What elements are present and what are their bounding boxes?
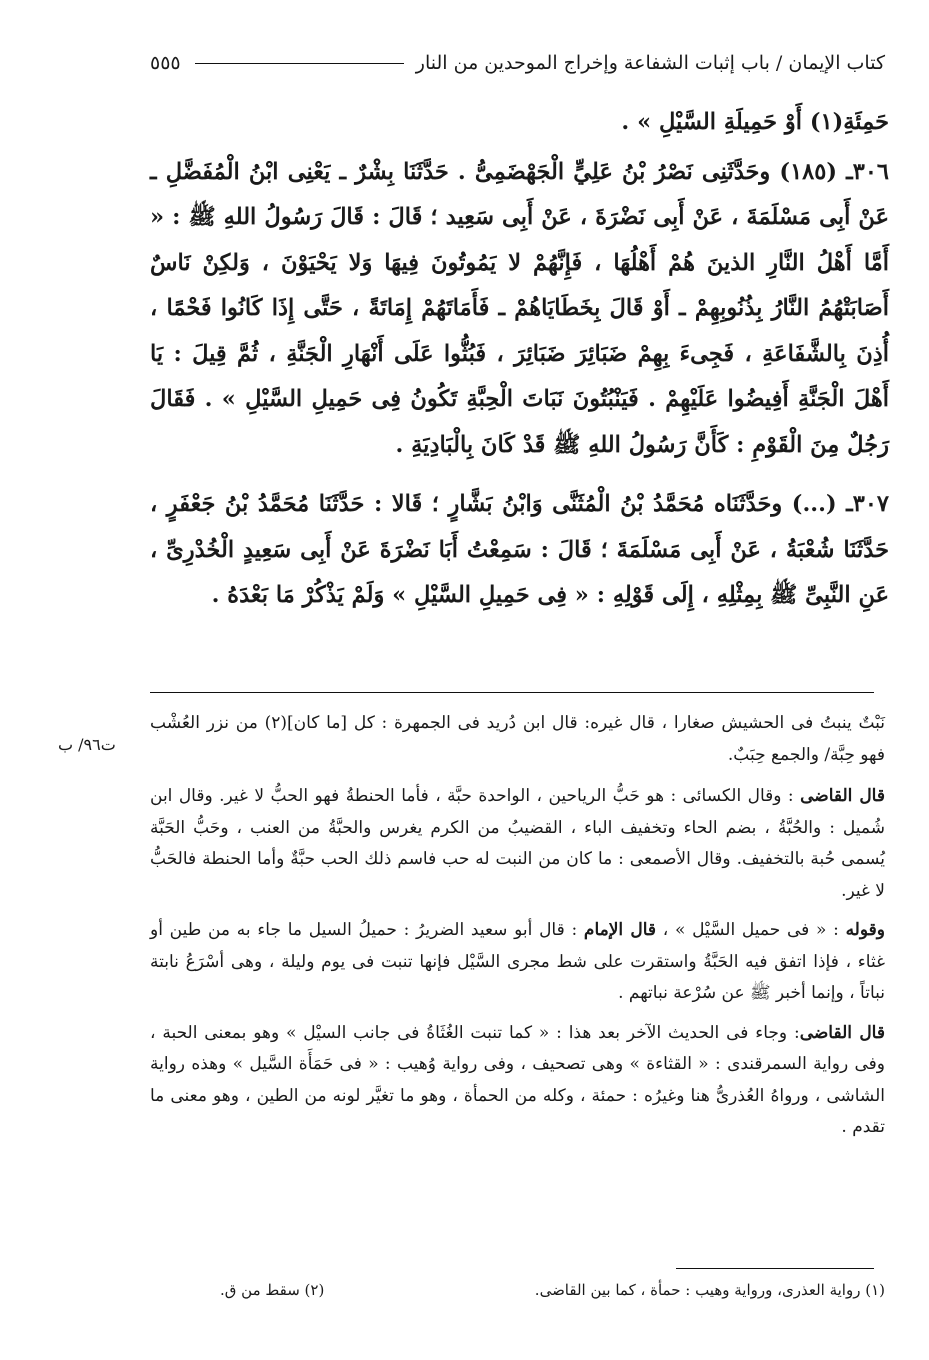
speaker-label: قال القاضى — [799, 1022, 885, 1043]
speaker-label: قال القاضى — [800, 786, 885, 806]
continuation-line: حَمِئَةِ(١) أَوْ حَمِيلَةِ السَّيْلِ » . — [621, 109, 889, 135]
header-rule — [195, 63, 404, 64]
manuscript-margin-note: ت٩٦/ ب — [58, 735, 116, 754]
hadith-306: ٣٠٦ـ (١٨٥) وحَدَّثَنِى نَصْرُ بْنُ عَلِيٍّ الْجَهْضَمِىُّ . حَدَّثَنَا بِشْرٌ ـ يَعْنِى ابْنُ الْمُفَضَّلِ ـ عَنْ أَبِى مَسْلَمَةَ ، عَنْ أَبِى نَضْرَةَ ، عَنْ أَبِى سَعِيد ؛ قَالَ : قَالَ رَسُولُ اللهِ ﷺ : « أَمَّا أَهْلُ النَّارِ الذينَ هُمْ أَهْلُهَا ، فَإِنَّهُمْ لا يَمُوتُونَ فِيهَا وَلا يَحْيَوْنَ ، وَلكِنْ نَاسٌ أَصَابَتْهُمُ النَّارُ بِذُنُوبِهِمْ ـ أَوْ قَالَ بِخَطَايَاهُمْ ـ فَأَمَاتَهُمْ إِمَاتَةً ، حَتَّى إِذَا كَانُوا فَحْمًا ، أُذِنَ بِالشَّفَاعَةِ ، فَجِىءَ بِهِمْ ضَبَائِرَ ضَبَائِرَ ، فَبُثُّوا عَلَى أَنْهَارِ الْجَنَّةِ ، ثُمَّ قِيلَ : يَا أَهْلَ الْجَنَّةِ أَفِيضُوا عَلَيْهِمْ . فَيَنْبُتُونَ نَبَاتَ الْحِبَّةِ تَكُونُ فِى حَمِيلِ السَّيْلِ » . فَقَالَ رَجُلٌ مِنَ الْقَوْمِ : كَأَنَّ رَسُولُ اللهِ ﷺ قَدْ كَانَ بِالْبَادِيَةِ . — [150, 158, 890, 458]
commentary-text: : وقال الكسائى : هو حَبُّ الرياحين ، الواحدة حبَّة ، فأما الحنطةُ فهو الحبُّ لا غير. وقال ابن شُميل : والحُبَّةُ ، بضم الحاء وتخفيف الباء ، القضيبُ من الكرم يغرس والحبَّةُ من العنب ، وحَبُّ الحَبَّة يُسمى حُبة بالتخفيف. وقال الأصمعى : ما كان من النبت له حب فاسم ذلك الحب حبَّةٌ وأما الحنطة فالحَبُّ لا غير. — [150, 786, 885, 901]
page-number: ٥٥٥ — [150, 52, 181, 74]
footnote-1: (١) رواية العذرى، ورواية وهيب : حمأة ، كما بين القاضى. — [534, 1281, 885, 1299]
commentary-paragraph: نَبْتٌ ينبتُ فى الحشيش صغارا ، قال غيره: قال ابن دُريد فى الجمهرة : كل [ما كان](٢) من نزر العُشْب فهو حِبَّة/ والجمع حِبَبٌ. — [150, 713, 885, 765]
footnote-2: (٢) سقط من ق. — [220, 1281, 325, 1299]
commentary-separator — [150, 692, 874, 693]
commentary-text: : وجاء فى الحديث الآخر بعد هذا : « كما تنبت الغُثَاةُ فى جانب السيْل » وهو بمعنى الحبة ، وفى رواية السمرقندى : « القثاءة » وهى تصحيف ، وفى رواية وُهيب : « فى حَمَأَة السَّيل » وهذه رواية الشاشى ، ورواهُ العُذرىُّ هنا وغيرُه : حمئة ، وكله من الحمأة ، وهو ما تغيَّر لونه من الطين ، وهو معنى ما تقدم . — [150, 1022, 885, 1137]
hadith-307: ٣٠٧ـ (...) وحَدَّثَنَاه مُحَمَّدُ بْنُ الْمُثَنَّى وَابْنُ بَشَّارٍ ؛ قَالا : حَدَّثَنَا مُحَمَّدُ بْنُ جَعْفَرٍ ، حَدَّثَنَا شُعْبَةُ ، عَنْ أَبِى مَسْلَمَةَ ؛ قَالَ : سَمِعْتُ أَبَا نَضْرَةَ عَنْ أَبِى سَعِيدٍ الْخُدْرِىِّ ، عَنِ النَّبِىِّ ﷺ بِمِثْلِهِ ، إِلَى قَوْلِهِ : « فِى حَمِيلِ السَّيْلِ » وَلَمْ يَذْكُرْ مَا بَعْدَهُ . — [150, 491, 889, 608]
commentary-paragraph — [150, 1018, 885, 1144]
hadith-text — [150, 100, 889, 619]
commentary — [150, 708, 885, 1152]
commentary-text: : قال أبو سعيد الضريرُ : حميلُ السيل ما جاء به من طين أو غثاء ، فإذا اتفق فيه الحَبَّةُ واستقرت على شط مجرى السَّيْل فإنها تنبت فى يوم وليلة ، وهى أسْرَعُ نابتة نباتاً ، وإنما أخبر ﷺ عن سُرْعة نباتهم . — [150, 920, 885, 1003]
commentary-paragraph — [150, 781, 885, 907]
footnotes — [150, 1278, 885, 1302]
commentary-text: : « فى حميل السَّيْل » ، — [656, 920, 846, 940]
footnote-separator — [676, 1268, 874, 1269]
speaker-label: وقوله — [845, 920, 885, 940]
commentary-paragraph — [150, 915, 885, 1010]
running-header — [150, 48, 885, 78]
speaker-label: قال الإمام — [583, 920, 657, 940]
chapter-title: كتاب الإيمان / باب إثبات الشفاعة وإخراج الموحدين من النار — [415, 52, 885, 74]
